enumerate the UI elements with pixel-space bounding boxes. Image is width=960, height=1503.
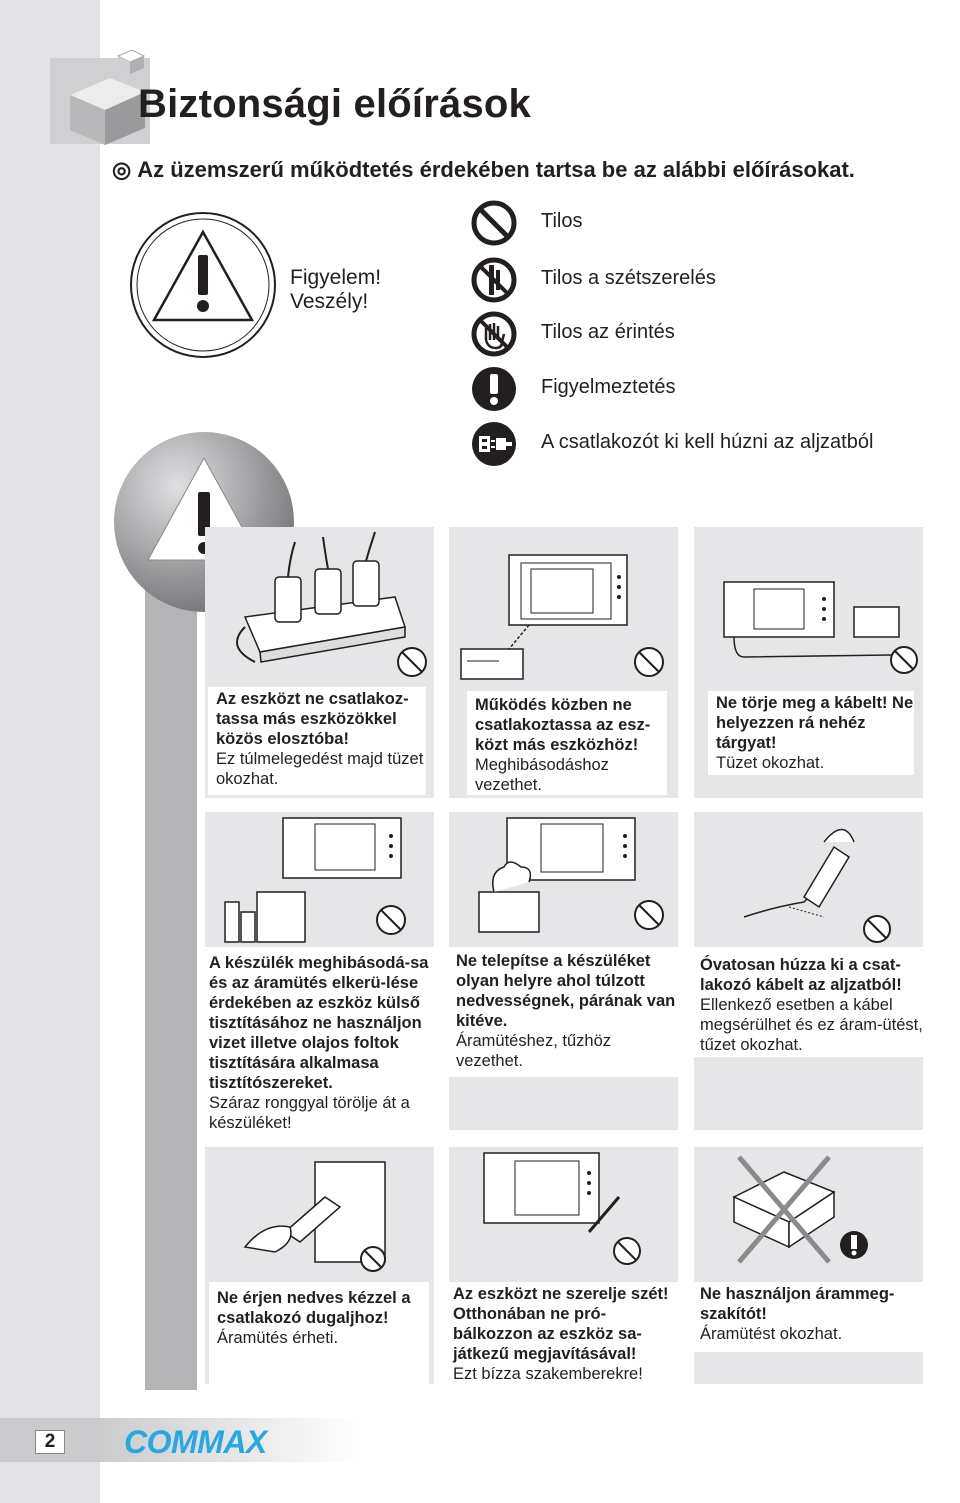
card-1-text <box>208 687 426 795</box>
intro-bullet: ◎ <box>112 157 132 182</box>
card-cleaning <box>205 812 434 1130</box>
card-3-text <box>708 691 914 775</box>
page-number: 2 <box>35 1430 65 1454</box>
card-4-bold: A készülék meghibásodá-sa és az áramütés elkerü-lése érdekében az eszköz külső tisztításához ne használjon vizet illetve olajos foltok tisztítására alkalmasa tisztítószereket. <box>209 954 429 1092</box>
wet-hands-illustration <box>205 1147 434 1282</box>
card-5-normal: Áramütéshez, tűzhöz vezethet. <box>456 1032 611 1070</box>
cable-weight-illustration <box>694 527 923 687</box>
page-title: Biztonsági előírások <box>138 82 531 126</box>
card-9-text <box>694 1282 923 1352</box>
card-4-normal: Száraz ronggyal törölje át a készüléket! <box>209 1094 410 1132</box>
card-8-bold: Az eszközt ne szerelje szét! Otthonában ne pró-bálkozzon az eszköz sa-játkezű megjavításával! <box>453 1285 669 1363</box>
intercom-connection-illustration <box>449 527 678 687</box>
cleaning-illustration <box>205 812 434 947</box>
card-connect-device <box>449 527 678 798</box>
warning-triangle-icon <box>128 210 278 360</box>
card-6-normal: Ellenkező esetben a kábel megsérülhet és ez áram-ütést, tűzet okozhat. <box>700 996 923 1054</box>
exclamation-icon <box>470 365 518 413</box>
card-4-text <box>205 947 434 1130</box>
legend-text-no-touch: Tilos az érintés <box>541 321 675 343</box>
card-unplug <box>694 812 923 1130</box>
legend-text-unplug: A csatlakozót ki kell húzni az aljzatból <box>541 431 874 453</box>
card-2-text <box>467 691 667 795</box>
legend-text-prohibited: Tilos <box>541 210 583 232</box>
intro-line <box>112 157 855 183</box>
card-2-bold: Működés közben ne csatlakoztassa az esz-közt más eszközhöz! <box>475 696 651 754</box>
card-7-text <box>209 1282 429 1384</box>
card-cable <box>694 527 923 798</box>
warning-label <box>290 266 381 314</box>
card-9-normal: Áramütést okozhat. <box>700 1325 843 1343</box>
left-sidebar-band <box>0 0 100 1503</box>
card-breaker <box>694 1147 923 1384</box>
warning-line-2: Veszély! <box>290 290 369 313</box>
unplug-illustration <box>694 812 923 947</box>
card-1-bold: Az eszközt ne csatlakoz-tassa más eszközökkel közös elosztóba! <box>216 690 409 748</box>
card-6-text <box>694 947 923 1057</box>
no-touch-icon <box>470 310 518 358</box>
card-6-bold: Óvatosan húzza ki a csat-lakozó kábelt az aljzatból! <box>700 956 902 994</box>
no-disassembly-icon <box>470 256 518 304</box>
commax-logo: COMMAX <box>124 1424 267 1460</box>
power-strip-illustration <box>205 527 434 687</box>
legend-text-no-disassembly: Tilos a szétszerelés <box>541 267 716 289</box>
warning-line-1: Figyelem! <box>290 266 382 289</box>
card-8-text <box>449 1282 678 1384</box>
card-1-normal: Ez túlmelegedést majd tüzet okozhat. <box>216 750 424 788</box>
card-7-normal: Áramütés érheti. <box>217 1329 339 1347</box>
breaker-illustration <box>694 1147 923 1282</box>
prohibited-icon <box>470 199 518 247</box>
vertical-gray-bar <box>145 555 197 1390</box>
card-5-bold: Ne telepítse a készüléket olyan helyre ahol túlzott nedvességnek, párának van kitéve. <box>456 952 676 1030</box>
card-humidity <box>449 812 678 1130</box>
card-wet-hands <box>205 1147 434 1384</box>
humidity-illustration <box>449 812 678 947</box>
card-disassembly <box>449 1147 678 1384</box>
card-9-bold: Ne használjon árammeg-szakítót! <box>700 1285 895 1323</box>
card-power-strip <box>205 527 434 798</box>
card-8-normal: Ezt bízza szakemberekre! <box>453 1365 643 1383</box>
card-3-bold: Ne törje meg a kábelt! Ne helyezzen rá nehéz tárgyat! <box>716 694 914 752</box>
disassembly-illustration <box>449 1147 678 1282</box>
card-5-text <box>449 947 678 1077</box>
card-2-normal: Meghibásodáshoz vezethet. <box>475 756 609 794</box>
card-7-bold: Ne érjen nedves kézzel a csatlakozó dugaljhoz! <box>217 1289 411 1327</box>
intro-text: Az üzemszerű működtetés érdekében tartsa be az alábbi előírásokat. <box>137 157 855 182</box>
card-3-normal: Tüzet okozhat. <box>716 754 825 772</box>
unplug-icon <box>470 420 518 468</box>
legend-text-warning: Figyelmeztetés <box>541 376 676 398</box>
